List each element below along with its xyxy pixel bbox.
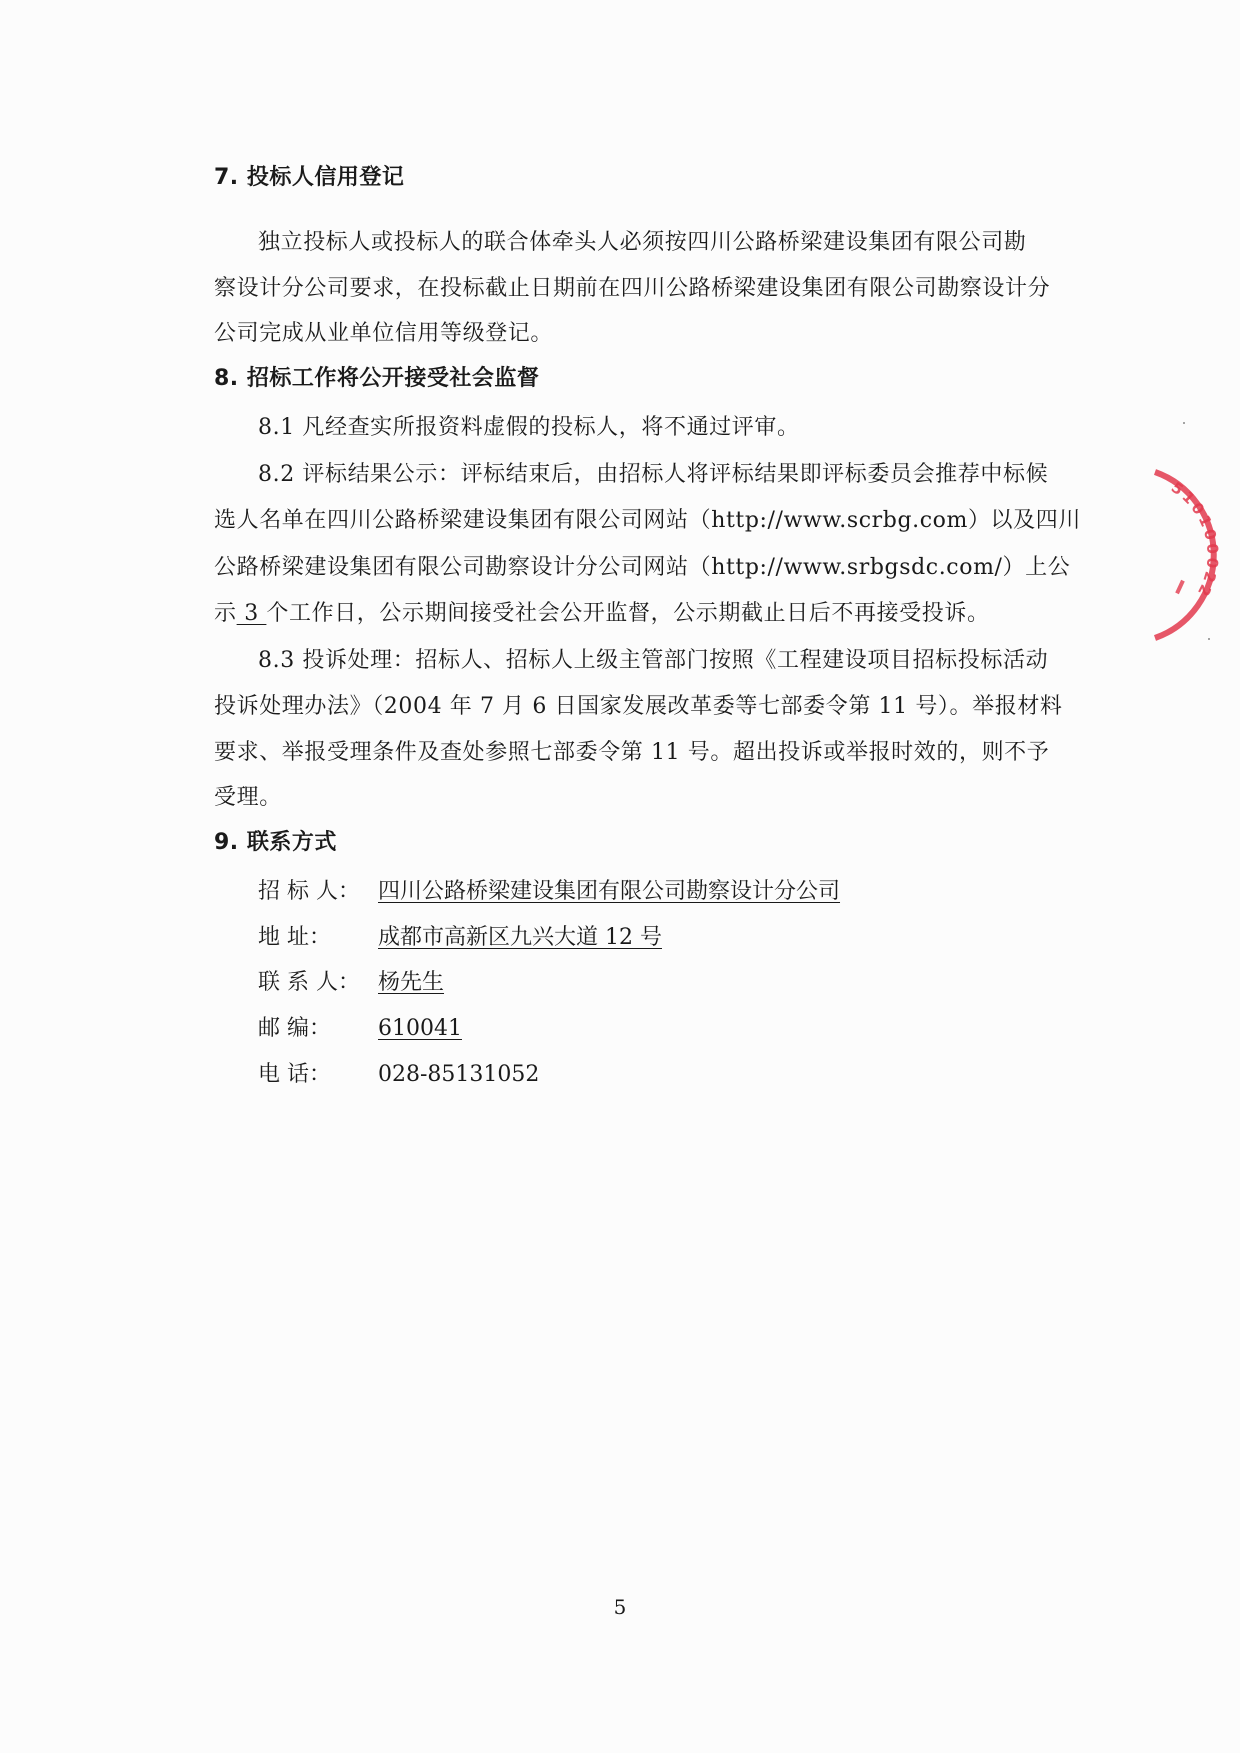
contact-label: 电 话： [258,1062,331,1087]
page-number: 5 [613,1595,627,1619]
section-7-line-2: 察设计分公司要求，在投标截止日期前在四川公路桥梁建设集团有限公司勘察设计分 [214,276,1051,301]
section-8-3-line-1: 8.3 投诉处理：招标人、招标人上级主管部门按照《工程建设项目招标投标活动 [258,648,1049,673]
section-8-1-text: 8.1 凡经查实所报资料虚假的投标人，将不通过评审。 [258,415,800,440]
section-8-2-line-4 [214,599,990,629]
scan-speck [1183,422,1185,424]
announcement-days: 3 [236,601,267,626]
contact-label: 招 标 人： [258,879,360,904]
seal-stamp [1150,460,1240,650]
contact-row-address [258,923,662,953]
contact-row-postcode [258,1014,462,1044]
section-7-line-3: 公司完成从业单位信用等级登记。 [214,321,554,346]
announcement-suffix: 个工作日，公示期间接受社会公开监督，公示期截止日后不再接受投诉。 [266,601,990,626]
contact-row-tenderer [258,877,840,907]
contact-row-person [258,968,444,998]
section-7-heading: 7. 投标人信用登记 [214,165,405,190]
contact-row-phone [258,1060,539,1090]
stamp-code-text: 510100022 [1167,478,1222,602]
section-8-3-line-4: 受理。 [214,785,282,810]
contact-value: 成都市高新区九兴大道 12 号 [378,925,662,950]
section-8-2-line-2: 选人名单在四川公路桥梁建设集团有限公司网站（http://www.scrbg.com）以及四川 [214,508,1081,533]
contact-value: 610041 [378,1016,462,1041]
section-7-line-1: 独立投标人或投标人的联合体牵头人必须按四川公路桥梁建设集团有限公司勘 [258,230,1027,255]
section-8-2-line-1: 8.2 评标结果公示：评标结束后，由招标人将评标结果即评标委员会推荐中标候 [258,462,1049,487]
contact-label: 邮 编： [258,1016,331,1041]
contact-label: 地 址： [258,925,331,950]
contact-value: 028-85131052 [378,1062,540,1087]
contact-label: 联 系 人： [258,970,360,995]
section-9-heading: 9. 联系方式 [214,830,337,855]
section-8-3-line-2: 投诉处理办法》（2004 年 7 月 6 日国家发展改革委等七部委令第 11 号）。举报材料 [214,694,1063,719]
svg-text:510100022 [1168,478,1222,601]
section-8-3-line-3: 要求、举报受理条件及查处参照七部委令第 11 号。超出投诉或举报时效的，则不予 [214,740,1050,765]
section-8-heading: 8. 招标工作将公开接受社会监督 [214,366,540,391]
announcement-prefix: 示 [214,601,237,626]
section-8-2-line-3: 公路桥梁建设集团有限公司勘察设计分公司网站（http://www.srbgsdc.com/）上公 [214,555,1071,580]
scan-speck [1208,638,1210,640]
contact-value: 四川公路桥梁建设集团有限公司勘察设计分公司 [378,879,841,904]
contact-value: 杨先生 [378,970,445,995]
